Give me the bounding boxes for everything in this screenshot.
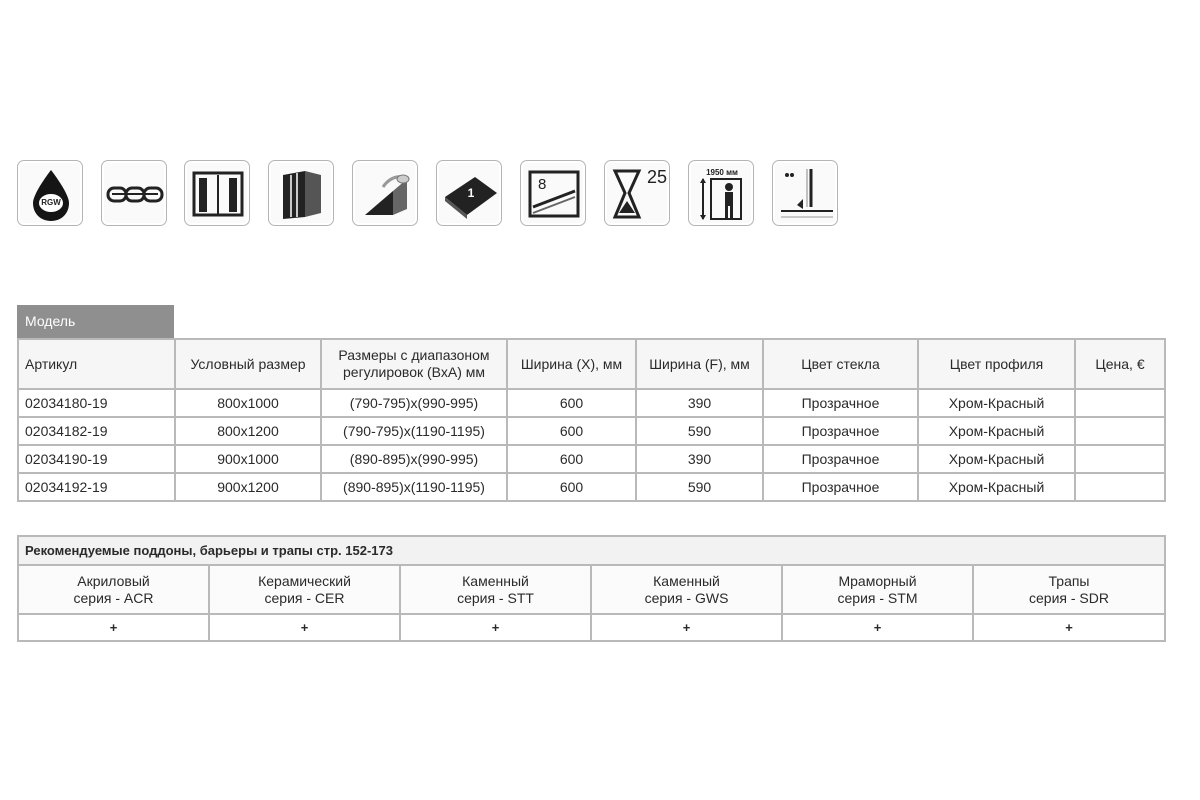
tray-series: серия - GWS <box>644 589 729 606</box>
cell-width-x: 600 <box>507 389 636 417</box>
cell-price <box>1075 417 1165 445</box>
profile-panel-icon <box>268 160 334 226</box>
table-row <box>18 389 1165 417</box>
cell-article: 02034192-19 <box>18 473 175 501</box>
recommended-title: Рекомендуемые поддоны, барьеры и трапы стр. 152-173 <box>18 536 1165 565</box>
cell-width-f: 590 <box>636 417 763 445</box>
cell-price <box>1075 389 1165 417</box>
header-glass-color: Цвет стекла <box>763 339 918 389</box>
cell-profile-color: Хром-Красный <box>918 389 1075 417</box>
cell-profile-color: Хром-Красный <box>918 445 1075 473</box>
recommended-title-row <box>18 536 1165 565</box>
cell-dimensions: (790-795)x(990-995) <box>321 389 507 417</box>
double-door-icon <box>184 160 250 226</box>
cell-glass-color: Прозрачное <box>763 389 918 417</box>
tray-acr-header <box>18 565 209 614</box>
tray-gws-header <box>591 565 782 614</box>
header-profile-color: Цвет профиля <box>918 339 1075 389</box>
header-width-f: Ширина (F), мм <box>636 339 763 389</box>
cell-dimensions: (890-895)x(1190-1195) <box>321 473 507 501</box>
tray-header-row <box>18 565 1165 614</box>
chain-link-icon <box>101 160 167 226</box>
cell-price <box>1075 445 1165 473</box>
cell-profile-color: Хром-Красный <box>918 417 1075 445</box>
availability-mark: + <box>18 614 209 641</box>
cell-nominal-size: 900x1200 <box>175 473 321 501</box>
cell-width-f: 390 <box>636 389 763 417</box>
water-drop-icon <box>17 160 83 226</box>
height-icon <box>688 160 754 226</box>
cell-dimensions: (890-895)x(990-995) <box>321 445 507 473</box>
glass-sheet-icon <box>436 160 502 226</box>
table-row <box>18 417 1165 445</box>
availability-mark: + <box>782 614 973 641</box>
availability-mark: + <box>591 614 782 641</box>
tray-sdr-header <box>973 565 1165 614</box>
tray-series: серия - STM <box>837 589 918 606</box>
cell-article: 02034182-19 <box>18 417 175 445</box>
tray-availability-row <box>18 614 1165 641</box>
cell-nominal-size: 900x1000 <box>175 445 321 473</box>
tray-type: Трапы <box>1048 572 1090 589</box>
cell-nominal-size: 800x1200 <box>175 417 321 445</box>
cell-glass-color: Прозрачное <box>763 473 918 501</box>
tray-type: Каменный <box>462 572 529 589</box>
header-article: Артикул <box>18 339 175 389</box>
cell-dimensions: (790-795)x(1190-1195) <box>321 417 507 445</box>
cell-width-x: 600 <box>507 473 636 501</box>
sliding-glass-icon <box>352 160 418 226</box>
tray-cer-header <box>209 565 400 614</box>
glass-thickness-value: 8 <box>538 176 547 193</box>
header-width-x: Ширина (X), мм <box>507 339 636 389</box>
tray-series: серия - CER <box>264 589 345 606</box>
header-row <box>18 339 1165 389</box>
tray-type: Каменный <box>653 572 720 589</box>
header-dimensions: Размеры с диапазоном регулировок (ВхА) мм <box>321 339 507 389</box>
cell-width-x: 600 <box>507 445 636 473</box>
cell-glass-color: Прозрачное <box>763 445 918 473</box>
cell-width-x: 600 <box>507 417 636 445</box>
warranty-years: 25 <box>646 167 668 187</box>
table-row <box>18 473 1165 501</box>
model-tab: Модель <box>17 305 174 338</box>
recommended-trays-table <box>17 535 1166 642</box>
hourglass-icon <box>604 160 670 226</box>
panel-number: 1 <box>467 186 475 200</box>
cell-price <box>1075 473 1165 501</box>
cell-width-f: 390 <box>636 445 763 473</box>
cell-article: 02034180-19 <box>18 389 175 417</box>
cell-glass-color: Прозрачное <box>763 417 918 445</box>
tray-type: Керамический <box>258 572 351 589</box>
tray-type: Мраморный <box>838 572 917 589</box>
glass-thickness-icon <box>520 160 586 226</box>
tray-type: Акриловый <box>77 572 150 589</box>
tray-series: серия - SDR <box>1029 589 1109 606</box>
rgw-badge-text: RGW <box>41 198 61 207</box>
cell-nominal-size: 800x1000 <box>175 389 321 417</box>
height-label: 1950 мм <box>706 168 738 177</box>
table-row <box>18 445 1165 473</box>
cell-width-f: 590 <box>636 473 763 501</box>
tray-stm-header <box>782 565 973 614</box>
tray-series: серия - ACR <box>73 589 154 606</box>
header-nominal-size: Условный размер <box>175 339 321 389</box>
tray-series: серия - STT <box>457 589 534 606</box>
availability-mark: + <box>400 614 591 641</box>
model-table <box>17 338 1166 502</box>
cell-article: 02034190-19 <box>18 445 175 473</box>
availability-mark: + <box>973 614 1165 641</box>
tray-stt-header <box>400 565 591 614</box>
floor-level-icon <box>772 160 838 226</box>
header-price: Цена, € <box>1075 339 1165 389</box>
availability-mark: + <box>209 614 400 641</box>
cell-profile-color: Хром-Красный <box>918 473 1075 501</box>
